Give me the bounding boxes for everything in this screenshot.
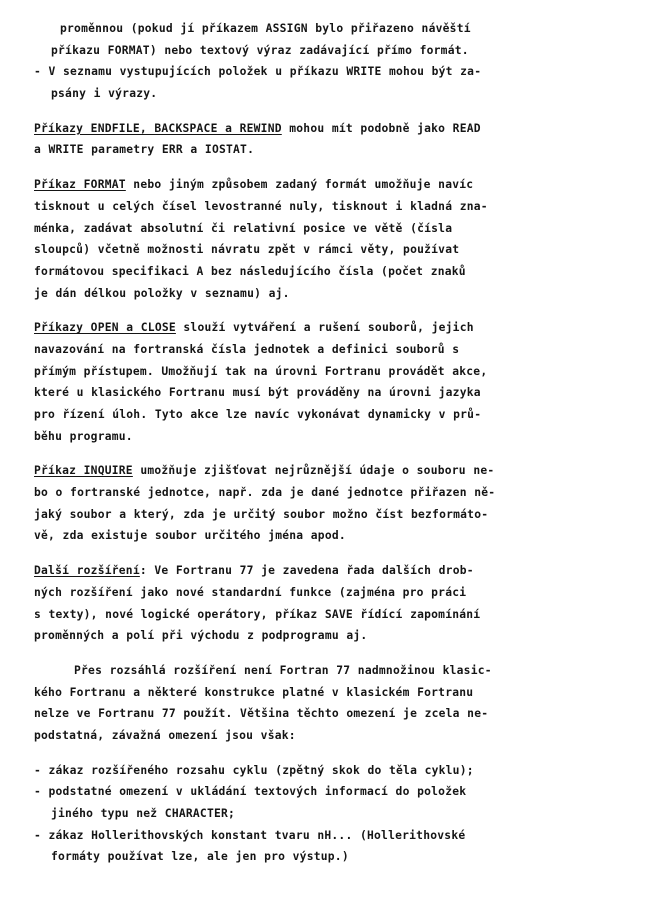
text-line: s texty), nové logické operátory, příkaz SAVE řídící zapomínání (34, 607, 481, 621)
text-line: navazování na fortranská čísla jednotek a definici souborů s (34, 342, 460, 356)
paragraph (34, 460, 616, 547)
text-line: příkazu FORMAT) nebo textový výraz zadávající přímo formát. (51, 43, 469, 57)
text-line: Příkaz INQUIRE umožňuje zjišťovat nejrůznější údaje o souboru ne- (34, 464, 495, 478)
text-line: formáty používat lze, ale jen pro výstup.) (51, 850, 349, 864)
underlined-heading: Příkazy OPEN a CLOSE (34, 321, 176, 335)
text-line: běhu programu. (34, 429, 133, 443)
text-line: - V seznamu vystupujících položek u příkazu WRITE mohou být za- (34, 65, 482, 79)
paragraph (34, 660, 616, 747)
text-line: - zákaz Hollerithovských konstant tvaru nH... (Hollerithovské (34, 828, 466, 842)
underlined-heading: Další rozšíření (34, 564, 140, 578)
text-line: přímým přístupem. Umožňují tak na úrovni Fortranu provádět akce, (34, 364, 488, 378)
text-line: bo o fortranské jednotce, např. zda je dané jednotce přiřazen ně- (34, 486, 496, 500)
text-line: vě, zda existuje soubor určitého jména apod. (34, 529, 346, 543)
paragraph (34, 760, 616, 868)
paragraph (34, 118, 616, 161)
paragraph (34, 18, 616, 105)
text-line: proměnnou (pokud jí příkazem ASSIGN bylo přiřazeno návěští (60, 22, 471, 35)
text-line: kého Fortranu a některé konstrukce platné v klasickém Fortranu (34, 685, 474, 699)
text-line: ménka, zadávat absolutní či relativní posice ve větě (čísla (34, 221, 453, 235)
document-body (34, 18, 616, 868)
text-line: nelze ve Fortranu 77 použít. Většina těchto omezení je zcela ne- (34, 707, 489, 721)
text-line: Příkazy ENDFILE, BACKSPACE a REWIND mohou mít podobně jako READ (34, 121, 481, 135)
text-line: Příkaz FORMAT nebo jiným způsobem zadaný formát umožňuje navíc (34, 178, 474, 192)
text-line: sloupců) včetně možnosti návratu zpět v rámci věty, používat (34, 243, 460, 257)
paragraph (34, 560, 616, 647)
underlined-heading: Příkaz INQUIRE (34, 464, 133, 478)
text-line: - podstatné omezení v ukládání textových informací do položek (34, 785, 467, 799)
underlined-heading: Příkaz FORMAT (34, 178, 126, 192)
text-line: podstatná, závažná omezení jsou však: (34, 728, 296, 742)
paragraph (34, 174, 616, 304)
text-line: - zákaz rozšířeného rozsahu cyklu (zpětný skok do těla cyklu); (34, 763, 474, 777)
text-line: je dán délkou položky v seznamu) aj. (34, 286, 290, 300)
text-line: formátovou specifikaci A bez následujícího čísla (počet znaků (34, 264, 466, 278)
text-line: Přes rozsáhlá rozšíření není Fortran 77 nadmnožinou klasic- (74, 663, 492, 677)
text-line: jaký soubor a který, zda je určitý soubor možno číst bezformáto- (34, 507, 489, 521)
text-line: a WRITE parametry ERR a IOSTAT. (34, 143, 255, 157)
text-line: Další rozšíření: Ve Fortranu 77 je zavedena řada dalších drob- (34, 564, 474, 578)
text-line: proměnných a polí při východu z podprogramu aj. (34, 629, 368, 643)
text-line: pro řízení úloh. Tyto akce lze navíc vykonávat dynamicky v prů- (34, 408, 482, 421)
text-line: psány i výrazy. (51, 87, 158, 101)
text-line: Příkazy OPEN a CLOSE slouží vytváření a rušení souborů, jejich (34, 321, 474, 335)
text-line: jiného typu než CHARACTER; (51, 807, 236, 820)
underlined-heading: Příkazy ENDFILE, BACKSPACE a REWIND (34, 121, 282, 135)
text-line: tisknout u celých čísel levostranné nuly, tisknout i kladná zna- (34, 199, 488, 213)
text-line: které u klasického Fortranu musí být prováděny na úrovni jazyka (34, 386, 481, 400)
text-line: ných rozšíření jako nové standardní funkce (zajména pro práci (34, 585, 467, 599)
paragraph (34, 317, 616, 447)
